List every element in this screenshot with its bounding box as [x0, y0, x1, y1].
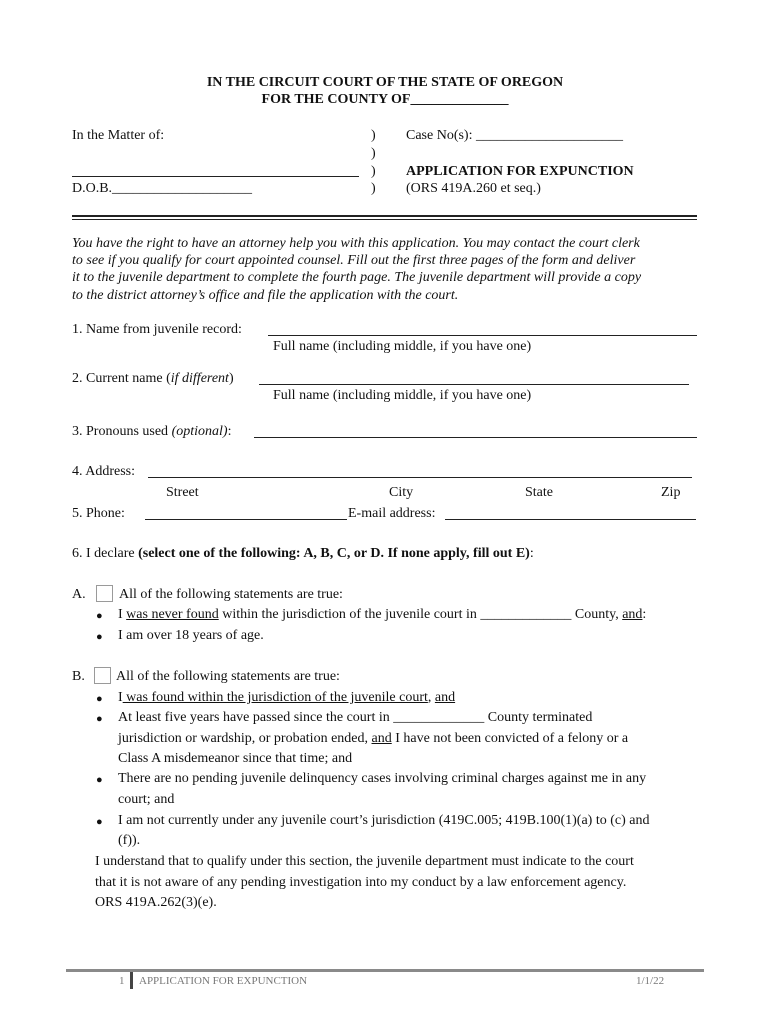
phone-field[interactable] — [145, 519, 347, 520]
case-number-field[interactable]: Case No(s): _____________________ — [406, 128, 623, 143]
phone-label: 5. Phone: — [72, 506, 125, 521]
bullet-icon: ● — [96, 816, 103, 828]
option-b-letter: B. — [72, 669, 85, 684]
juvenile-name-field[interactable] — [268, 335, 697, 336]
declare-instruction: 6. I declare (select one of the following: A, B, C, or D. If none apply, fill out E): — [72, 546, 534, 561]
option-a-statement: I was never found within the jurisdiction of the juvenile court in _____________ County, and: — [118, 607, 647, 622]
current-name-label: 2. Current name (if different) — [72, 371, 234, 386]
bullet-icon: ● — [96, 693, 103, 705]
matter-label: In the Matter of: — [72, 128, 165, 143]
dob-label[interactable]: D.O.B.____________________ — [72, 181, 253, 196]
caption-paren: ) — [371, 164, 376, 179]
intro-line: to the district attorney’s office and file the application with the court. — [72, 288, 459, 303]
address-label: 4. Address: — [72, 464, 135, 479]
caption-paren: ) — [371, 181, 376, 196]
option-b-note: that it is not aware of any pending investigation into my conduct by a law enforcement agency. — [95, 875, 627, 890]
form-title: APPLICATION FOR EXPUNCTION — [406, 164, 634, 179]
bullet-icon: ● — [96, 610, 103, 622]
intro-line: it to the juvenile department to complete the fourth page. The juvenile department will provide a copy — [72, 270, 642, 285]
option-b-checkbox[interactable] — [94, 667, 111, 684]
option-a-statement: I am over 18 years of age. — [118, 628, 264, 643]
form-statute: (ORS 419A.260 et seq.) — [406, 181, 541, 196]
option-b-statement: I am not currently under any juvenile court’s jurisdiction (419C.005; 419B.100(1)(a) to (c) and — [118, 813, 650, 828]
email-label: E-mail address: — [348, 506, 436, 521]
intro-line: You have the right to have an attorney help you with this application. You may contact the court clerk — [72, 236, 640, 251]
email-field[interactable] — [445, 519, 696, 520]
option-b-statement: Class A misdemeanor since that time; and — [118, 751, 353, 766]
bullet-icon: ● — [96, 774, 103, 786]
current-name-field[interactable] — [259, 384, 689, 385]
caption-paren: ) — [371, 128, 376, 143]
pronouns-field[interactable] — [254, 437, 697, 438]
option-b-note: ORS 419A.262(3)(e). — [95, 895, 217, 910]
zip-caption: Zip — [661, 485, 681, 500]
option-a-checkbox[interactable] — [96, 585, 113, 602]
footer-date: 1/1/22 — [636, 975, 665, 987]
option-a-heading: All of the following statements are true: — [119, 587, 343, 602]
matter-name-line[interactable] — [72, 176, 359, 177]
city-caption: City — [389, 485, 414, 500]
caption-paren: ) — [371, 146, 376, 161]
option-b-statement: (f)). — [118, 833, 141, 848]
pronouns-label: 3. Pronouns used (optional): — [72, 424, 232, 439]
juvenile-name-label: 1. Name from juvenile record: — [72, 322, 242, 337]
option-b-statement: At least five years have passed since the court in _____________ County terminated — [118, 710, 593, 725]
caption-rule-bottom — [72, 219, 697, 220]
street-caption: Street — [166, 485, 199, 500]
juvenile-name-hint: Full name (including middle, if you have one) — [273, 339, 532, 354]
option-a-letter: A. — [72, 587, 86, 602]
option-b-statement: I was found within the jurisdiction of the juvenile court, and — [118, 690, 456, 705]
footer-divider — [130, 972, 133, 989]
address-field[interactable] — [148, 477, 692, 478]
option-b-statement: There are no pending juvenile delinquency cases involving criminal charges against me in any — [118, 771, 647, 786]
court-heading: IN THE CIRCUIT COURT OF THE STATE OF OREGON — [206, 75, 564, 90]
intro-line: to see if you qualify for court appointed counsel. Fill out the first three pages of the form and deliver — [72, 253, 636, 268]
footer-title: APPLICATION FOR EXPUNCTION — [139, 975, 308, 987]
footer-rule — [66, 969, 704, 972]
caption-rule-top — [72, 215, 697, 217]
current-name-hint: Full name (including middle, if you have one) — [273, 388, 532, 403]
option-b-statement: court; and — [118, 792, 175, 807]
state-caption: State — [525, 485, 553, 500]
bullet-icon: ● — [96, 713, 103, 725]
county-heading: FOR THE COUNTY OF______________ — [261, 92, 509, 107]
option-b-statement: jurisdiction or wardship, or probation ended, and I have not been convicted of a felony or a — [118, 731, 629, 746]
bullet-icon: ● — [96, 631, 103, 643]
footer-page-number: 1 — [119, 975, 125, 987]
option-b-heading: All of the following statements are true: — [116, 669, 340, 684]
option-b-note: I understand that to qualify under this section, the juvenile department must indicate to the court — [95, 854, 634, 869]
